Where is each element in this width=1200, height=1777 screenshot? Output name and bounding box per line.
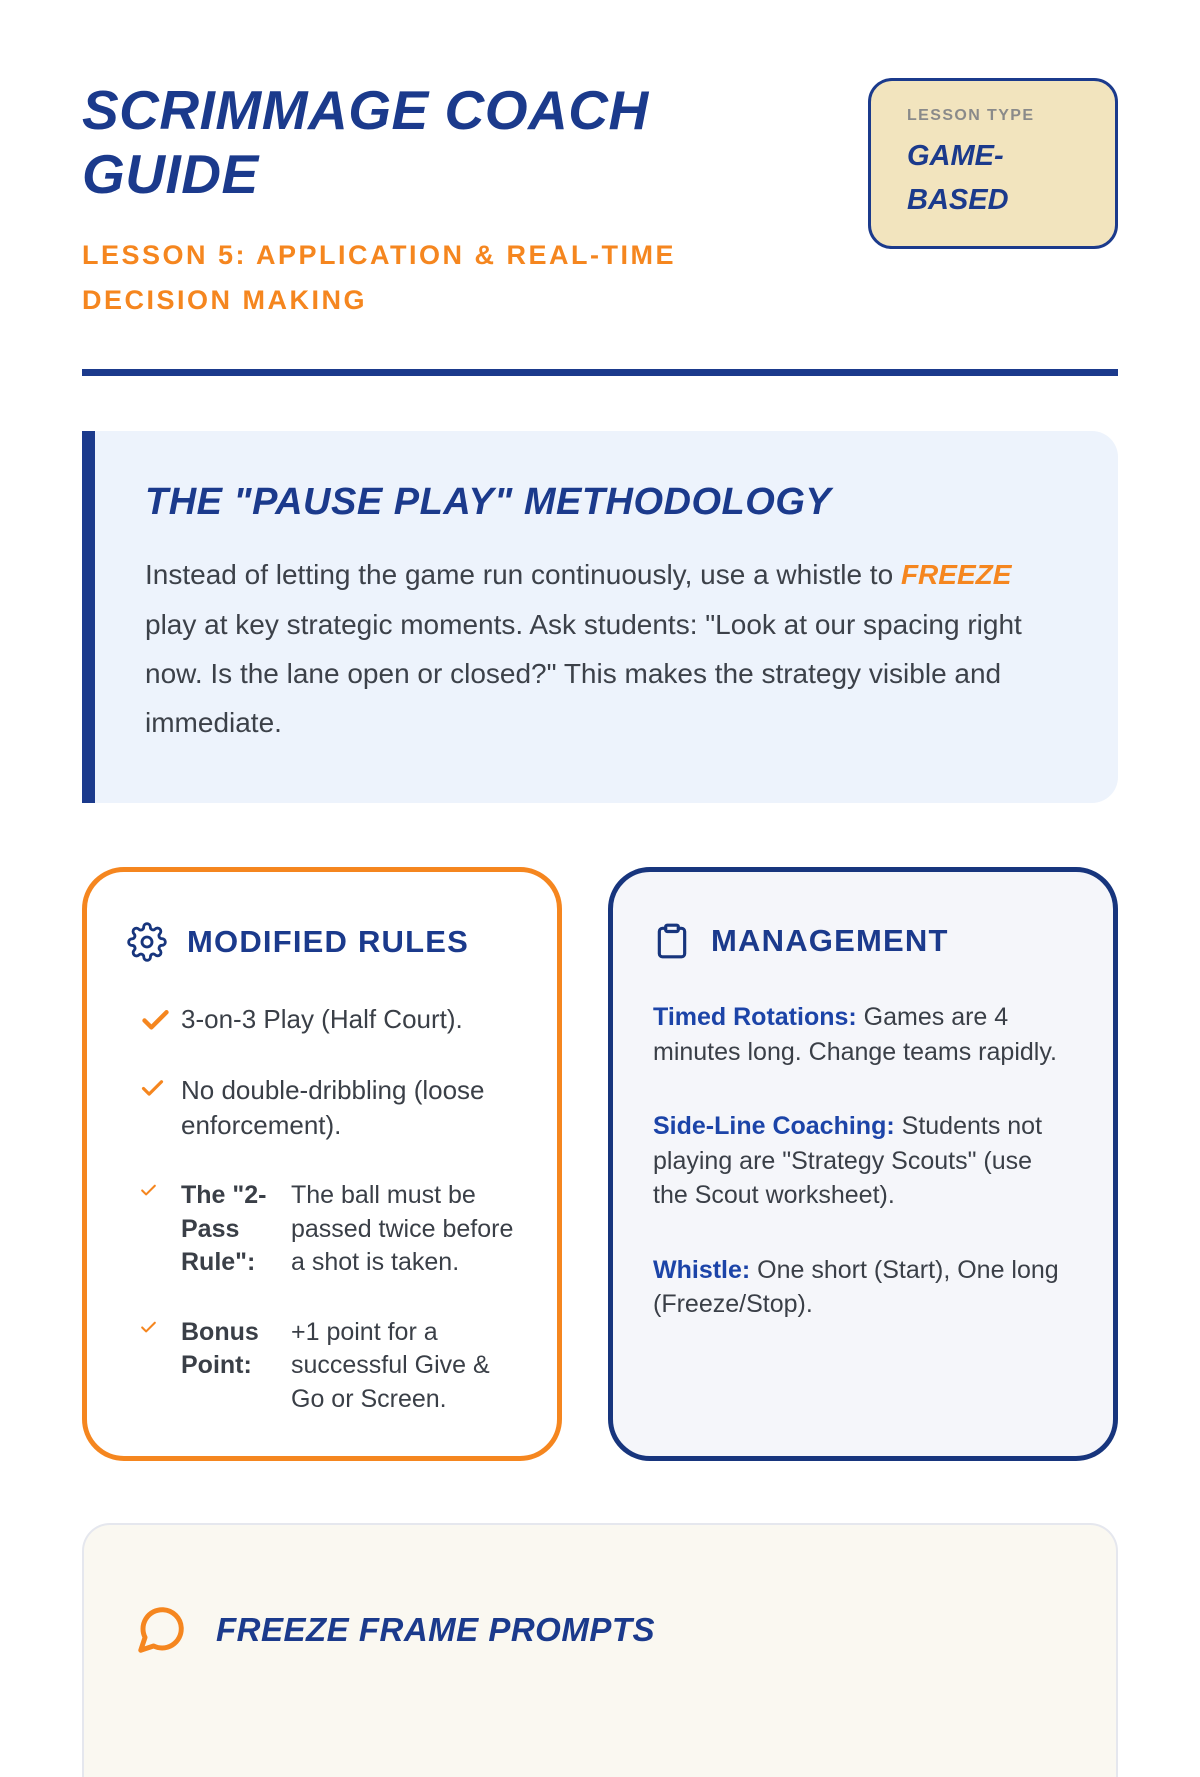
badge-value: GAME-BASED	[907, 140, 1009, 216]
speech-bubble-icon	[134, 1603, 188, 1657]
rule-text: The ball must be passed twice before a shot is taken.	[291, 1181, 514, 1277]
rule-item	[127, 1179, 517, 1280]
methodology-text-after: play at key strategic moments. Ask students: "Look at our spacing right now. Is the lane open or closed?" This makes the strategy visible and immediate.	[145, 608, 1022, 739]
management-item	[653, 1253, 1073, 1322]
info-cards-row	[82, 867, 1118, 1461]
management-item-text: One short (Start), One long (Freeze/Stop).	[653, 1255, 1059, 1319]
methodology-title: THE "PAUSE PLAY" METHODOLOGY	[145, 481, 832, 524]
management-card-title: MANAGEMENT	[711, 923, 949, 959]
section-divider	[82, 369, 1118, 376]
badge-label: LESSON TYPE	[907, 107, 1035, 124]
prompts-title: FREEZE FRAME PROMPTS	[216, 1611, 656, 1649]
check-icon	[127, 1073, 181, 1102]
management-item-text: Students not playing are "Strategy Scouts" (use the Scout worksheet).	[653, 1112, 1043, 1210]
lesson-type-badge	[868, 78, 1118, 249]
rule-item	[127, 1073, 517, 1143]
check-icon	[127, 1316, 181, 1337]
page-subtitle: LESSON 5: APPLICATION & REAL-TIME DECISION MAKING	[82, 239, 677, 316]
management-item-label: Side-Line Coaching:	[653, 1112, 895, 1141]
gear-icon	[127, 922, 167, 962]
rules-card-header	[127, 922, 517, 962]
methodology-text	[145, 550, 1063, 747]
prompts-header	[134, 1603, 1066, 1657]
rule-item	[127, 1002, 517, 1037]
rules-card-title: MODIFIED RULES	[187, 924, 470, 960]
methodology-text-before: Instead of letting the game run continuously, use a whistle to	[145, 559, 901, 591]
modified-rules-card	[82, 867, 562, 1461]
rule-text: +1 point for a successful Give & Go or Screen.	[291, 1317, 490, 1413]
management-item	[653, 1000, 1073, 1069]
check-icon	[127, 1002, 181, 1037]
page-title: SCRIMMAGE COACH GUIDE	[82, 79, 649, 206]
check-icon	[127, 1179, 181, 1200]
rule-text: No double-dribbling (loose enforcement).	[181, 1075, 485, 1141]
methodology-callout	[82, 431, 1118, 803]
clipboard-icon	[653, 922, 691, 960]
management-card	[608, 867, 1118, 1461]
rule-text: 3-on-3 Play (Half Court).	[181, 1004, 463, 1035]
management-item-text: Games are 4 minutes long. Change teams rapidly.	[653, 1003, 1057, 1066]
rules-list	[127, 1002, 517, 1416]
rule-item	[127, 1316, 517, 1417]
freeze-highlight: FREEZE	[900, 559, 1012, 591]
rule-term: The "2-Pass Rule":	[181, 1181, 267, 1277]
management-item-label: Whistle:	[653, 1255, 751, 1284]
management-item	[653, 1109, 1073, 1213]
freeze-frame-prompts-section	[82, 1523, 1118, 1777]
header	[82, 78, 1118, 323]
management-card-header	[653, 922, 1073, 960]
management-item-label: Timed Rotations:	[653, 1003, 857, 1032]
rule-term: Bonus Point:	[181, 1317, 259, 1380]
header-titles	[82, 78, 782, 323]
